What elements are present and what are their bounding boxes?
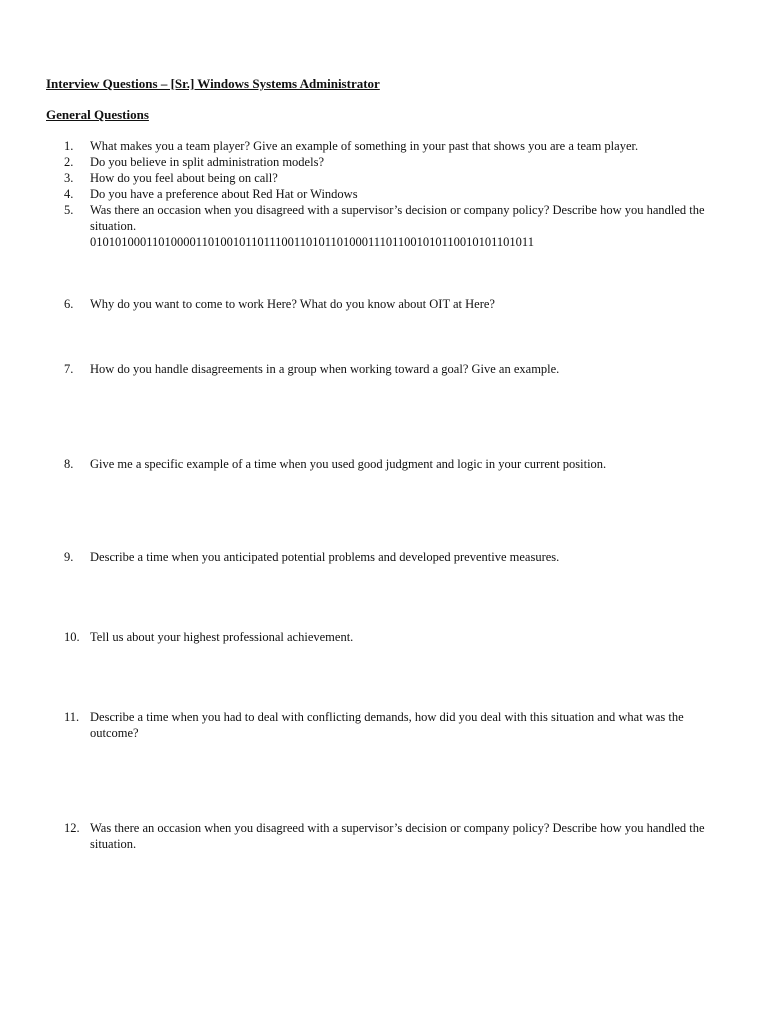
question-text: Tell us about your highest professional achievement. [90,630,354,644]
question-text: What makes you a team player? Give an example of something in your past that shows you are a team player. [90,139,639,153]
binary-string: 010101000110100001101001011011100110101101000111011001010110010101101011 [90,235,534,249]
question-number: 5. [64,203,74,217]
question-number: 3. [64,171,74,185]
question-number: 11. [64,710,80,724]
question-number: 1. [64,139,74,153]
question-number: 10. [64,630,80,644]
question-text: Give me a specific example of a time when you used good judgment and logic in your current position. [90,457,607,471]
question-number: 9. [64,550,74,564]
question-number: 6. [64,297,74,311]
question-number: 2. [64,155,74,169]
question-number: 7. [64,362,74,376]
question-text: Do you have a preference about Red Hat or Windows [90,187,358,201]
question-text: Why do you want to come to work Here? What do you know about OIT at Here? [90,297,495,311]
question-number: 12. [64,821,80,835]
question-text-block [90,202,715,250]
section-heading: General Questions [46,107,149,122]
question-text: Was there an occasion when you disagreed with a supervisor’s decision or company policy? Describe how you handled the situation. [90,821,705,851]
question-text: Was there an occasion when you disagreed with a supervisor’s decision or company policy? Describe how you handled the situation. [90,203,705,233]
question-number: 8. [64,457,74,471]
question-text: Describe a time when you had to deal with conflicting demands, how did you deal with this situation and what was the outcome? [90,710,684,740]
question-number: 4. [64,187,74,201]
question-text: Describe a time when you anticipated potential problems and developed preventive measures. [90,550,560,564]
question-text: Do you believe in split administration models? [90,155,324,169]
document-title: Interview Questions – [Sr.] Windows Systems Administrator [46,76,380,91]
question-text: How do you feel about being on call? [90,171,278,185]
question-text: How do you handle disagreements in a group when working toward a goal? Give an example. [90,362,560,376]
